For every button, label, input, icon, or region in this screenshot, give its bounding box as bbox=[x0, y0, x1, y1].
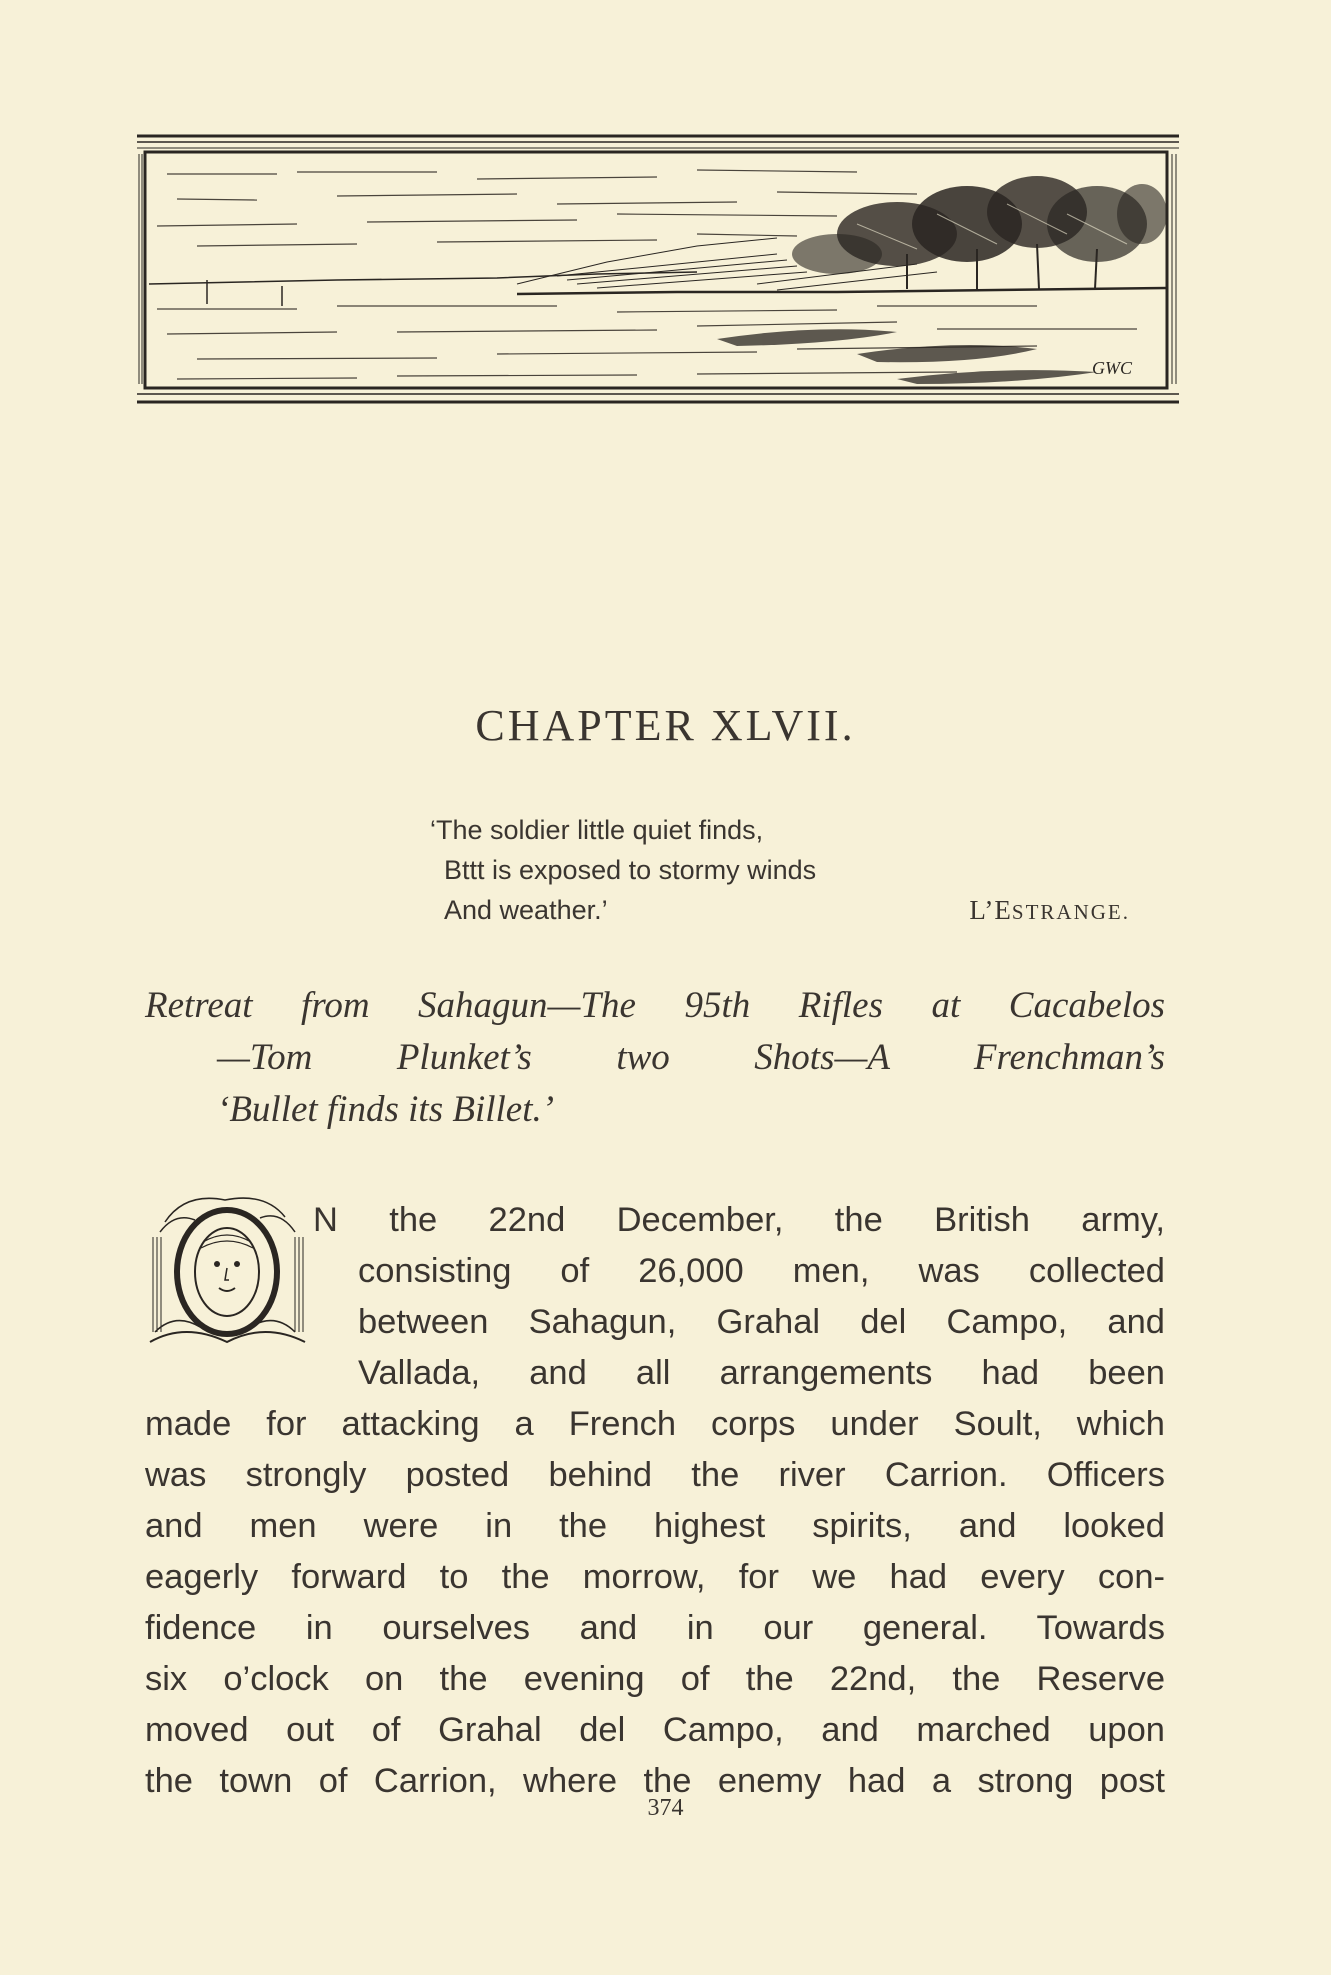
body-line: N the 22nd December, the British army, bbox=[313, 1201, 1165, 1239]
drop-cap-letter: O bbox=[226, 1342, 228, 1343]
body-line: fidence in ourselves and in our general. Towards bbox=[145, 1609, 1165, 1647]
epigraph-line: And weather.’ bbox=[444, 895, 608, 925]
body-line: the town of Carrion, where the enemy had a strong post bbox=[145, 1762, 1165, 1800]
body-line: six o’clock on the evening of the 22nd, the Reserve bbox=[145, 1660, 1165, 1698]
epigraph-line: ‘The soldier little quiet finds, bbox=[430, 815, 764, 845]
epigraph-attribution bbox=[969, 890, 1130, 932]
attribution-initial: L’E bbox=[969, 895, 1012, 925]
summary-line: Retreat from Sahagun—The 95th Rifles at Cacabelos bbox=[145, 985, 1165, 1026]
body-line: made for attacking a French corps under Soult, which bbox=[145, 1405, 1165, 1443]
headpiece-monogram: GWC bbox=[1092, 358, 1132, 378]
body-line: moved out of Grahal del Campo, and marched upon bbox=[145, 1711, 1165, 1749]
chapter-title: CHAPTER XLVII. bbox=[475, 701, 856, 750]
page-number: 374 bbox=[647, 1795, 684, 1821]
body-line: Vallada, and all arrangements had been bbox=[358, 1354, 1165, 1392]
body-line: between Sahagun, Grahal del Campo, and bbox=[358, 1303, 1165, 1341]
body-text bbox=[145, 1195, 1165, 1807]
attribution-small-caps: STRANGE. bbox=[1011, 900, 1130, 924]
epigraph bbox=[430, 810, 1160, 930]
body-line: eagerly forward to the morrow, for we had every con- bbox=[145, 1558, 1165, 1596]
body-line: was strongly posted behind the river Carrion. Officers bbox=[145, 1456, 1165, 1494]
summary-line: —Tom Plunket’s two Shots—A Frenchman’s bbox=[217, 1037, 1165, 1078]
body-line: consisting of 26,000 men, was collected bbox=[358, 1252, 1165, 1290]
summary-line: ‘Bullet finds its Billet.’ bbox=[217, 1089, 555, 1130]
epigraph-line: Bttt is exposed to stormy winds bbox=[444, 855, 817, 885]
landscape-headpiece-illustration bbox=[137, 134, 1179, 406]
body-line: and men were in the highest spirits, and looked bbox=[145, 1507, 1165, 1545]
chapter-summary bbox=[145, 980, 1165, 1136]
